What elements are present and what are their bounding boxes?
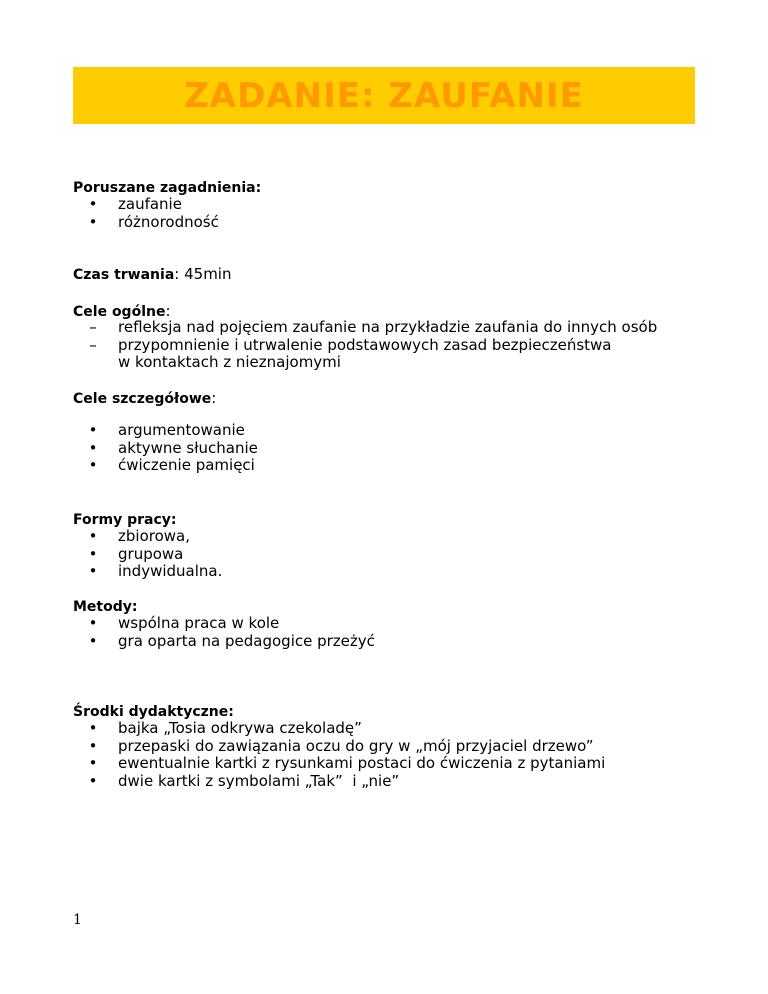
bullet-icon: • [88, 771, 98, 790]
bullet-icon: • [88, 438, 98, 457]
list-item: • grupowa [88, 544, 184, 563]
duration-line [73, 265, 231, 284]
list-item: • ćwiczenie pamięci [88, 456, 255, 474]
duration-label: Czas trwania [73, 267, 175, 283]
list-item: • gra oparta na pedagogice przeżyć [88, 631, 375, 650]
list-item: • przepaski do zawiązania oczu do gry w „mój przyjaciel drzewo” [88, 736, 594, 755]
general-goals-heading: Cele ogólne: [73, 302, 171, 320]
list-item: • zaufanie [88, 195, 182, 213]
title-banner [73, 67, 695, 124]
list-item: • aktywne słuchanie [88, 438, 258, 457]
bullet-icon: • [88, 631, 98, 650]
list-item: • indywidualna. [88, 562, 223, 580]
topics-list [73, 196, 219, 231]
materials-list [73, 720, 605, 790]
methods-heading: Metody: [73, 599, 138, 615]
methods-list [73, 615, 375, 650]
bullet-icon: • [88, 527, 98, 545]
bullet-icon: • [88, 736, 98, 755]
list-item: • różnorodność [88, 212, 219, 231]
list-item: • argumentowanie [88, 421, 245, 439]
dash-icon: – [89, 335, 97, 354]
list-item: • zbiorowa, [88, 527, 190, 545]
page-number: 1 [73, 912, 82, 928]
list-item: • wspólna praca w kole [88, 614, 280, 632]
bullet-icon: • [88, 754, 98, 772]
list-item: • bajka „Tosia odkrywa czekoladę” [88, 719, 362, 737]
work-forms-list [73, 528, 222, 581]
work-forms-heading: Formy pracy: [73, 512, 177, 528]
list-item: • dwie kartki z symbolami „Tak” i „nie” [88, 771, 400, 790]
list-item: – przypomnienie i utrwalenie podstawowych zasad bezpieczeństwa w kontaktach z nieznajomymi [73, 337, 768, 372]
bullet-icon: • [88, 562, 98, 580]
bullet-icon: • [88, 614, 98, 632]
bullet-icon: • [88, 421, 98, 439]
page-title: ZADANIE: ZAUFANIE [184, 75, 584, 116]
bullet-icon: • [88, 456, 98, 474]
materials-heading: Środki dydaktyczne: [73, 704, 234, 720]
list-item: • ewentualnie kartki z rysunkami postaci do ćwiczenia z pytaniami [88, 754, 606, 772]
dash-icon: – [89, 318, 97, 336]
bullet-icon: • [88, 719, 98, 737]
bullet-icon: • [88, 544, 98, 563]
bullet-icon: • [88, 212, 98, 231]
bullet-icon: • [88, 195, 98, 213]
duration-value: : 45min [174, 265, 232, 283]
general-goals-list [73, 319, 768, 372]
topics-heading: Poruszane zagadnienia: [73, 180, 262, 196]
specific-goals-heading: Cele szczegółowe: [73, 389, 217, 407]
list-item: – refleksja nad pojęciem zaufanie na przykładzie zaufania do innych osób [73, 319, 768, 337]
specific-goals-list [73, 422, 258, 475]
